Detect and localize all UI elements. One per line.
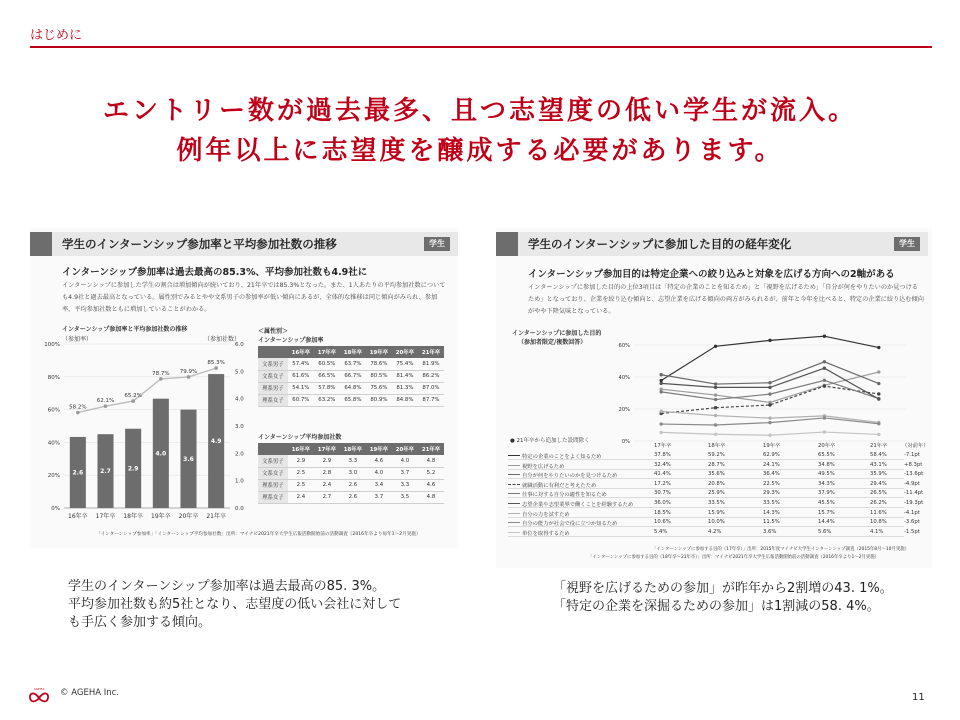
legend-label: 単位を取得するため (522, 530, 570, 537)
value-cell: 24.1% (763, 461, 780, 468)
series-point (768, 381, 771, 384)
left-panel-header (30, 232, 458, 256)
table-cell: 78.6% (366, 358, 392, 370)
series-point (714, 382, 717, 385)
participation-rate-chart (34, 330, 256, 530)
table-header-row (258, 443, 444, 455)
legend-label: 自分が何をやりたいのかを見つけるため (522, 473, 618, 480)
rate-label: 62.1% (96, 398, 115, 405)
table-row (258, 358, 444, 370)
table-row (258, 455, 444, 467)
table-header-cell: 18年卒 (340, 443, 366, 455)
table-cell: 3.7 (392, 467, 418, 479)
table-cell: 2.5 (288, 479, 314, 491)
series-point (823, 416, 826, 419)
right-chart-title: インターンシップに参加した目的 (512, 330, 602, 337)
table2-title: インターンシップ平均参加社数 (258, 434, 342, 441)
y-right-tick-label: 3.0 (235, 424, 244, 430)
rate-label: 58.2% (69, 404, 87, 411)
value-cell: 34.3% (818, 480, 835, 487)
table-cell: 65.8% (340, 394, 366, 406)
series-point (877, 346, 880, 349)
value-cell: 28.7% (708, 461, 725, 468)
purpose-table-header (508, 440, 929, 449)
series-point (823, 384, 826, 387)
value-cell: 37.9% (818, 490, 835, 497)
y-right-tick-label: 4.0 (235, 396, 244, 403)
diff-cell: +8.3pt (904, 461, 923, 468)
table-header-cell (258, 443, 288, 455)
table-header-cell: 17年卒 (314, 443, 340, 455)
legend-swatch (508, 532, 520, 533)
table-header-cell: 18年卒 (340, 346, 366, 358)
value-cell: 20.8% (708, 480, 725, 487)
series-point (768, 421, 771, 424)
diff-cell: -4.9pt (904, 480, 920, 487)
table-cell: 2.7 (314, 491, 340, 503)
value-cell: 37.8% (654, 452, 671, 458)
y-tick-label: 40% (618, 375, 630, 381)
series-point (714, 345, 717, 348)
headline-line2: 例年以上に志望度を醸成する必要があります。 (176, 136, 784, 166)
diff-cell: -7.1pt (904, 452, 920, 458)
table-cell: 2.4 (314, 479, 340, 491)
y-right-tick-label: 6.0 (235, 342, 244, 348)
series-point (660, 390, 663, 393)
left-caption-line: も手広く参加する傾向。 (68, 615, 212, 630)
value-cell: 29.4% (870, 480, 887, 487)
series-point (714, 393, 717, 396)
copyright: © AGEHA Inc. (60, 688, 120, 698)
table-header-cell: 16年卒 (288, 346, 314, 358)
series-line (661, 386, 879, 413)
legend-label: 就職活動に有利だと考えたため (522, 482, 597, 489)
value-cell: 10.0% (708, 519, 725, 526)
table-cell: 2.9 (314, 455, 340, 467)
table-cell: 81.3% (392, 382, 418, 394)
table-cell: 4.8 (418, 455, 444, 467)
svg-text:AGEHA: AGEHA (33, 687, 45, 691)
table-cell: 文系男子 (258, 455, 288, 467)
purpose-row (508, 489, 924, 499)
series-point (714, 406, 717, 409)
y-tick-label: 60% (618, 343, 630, 349)
series-point (768, 403, 771, 406)
table-cell: 2.4 (288, 491, 314, 503)
table-cell: 57.8% (314, 382, 340, 394)
rate-point (159, 377, 163, 381)
value-cell: 3.6% (763, 528, 777, 535)
series-point (877, 397, 880, 400)
rate-label: 78.7% (152, 370, 170, 377)
series-line (661, 336, 879, 380)
table-cell: 3.5 (392, 491, 418, 503)
left-chart-ylabel-right: （参加社数） (204, 336, 241, 343)
y-right-tick-label: 2.0 (235, 451, 244, 458)
table-cell: 61.6% (288, 370, 314, 382)
table-cell: 4.6 (418, 479, 444, 491)
purpose-row (508, 480, 920, 489)
column-header: 18年卒 (708, 443, 726, 449)
left-chart-ylabel: （参加率） (62, 336, 93, 343)
table-row (258, 394, 444, 406)
table-row (258, 491, 444, 503)
section-title: はじめに (30, 28, 83, 43)
value-cell: 29.3% (763, 490, 780, 497)
value-cell: 4.1% (870, 528, 884, 535)
diff-cell: -11.4pt (904, 490, 924, 497)
y-tick-label: 0% (51, 506, 60, 512)
value-cell: 26.2% (870, 500, 887, 506)
purpose-row (508, 499, 924, 508)
rate-point (187, 375, 191, 379)
left-chart-title: インターンシップ参加率と平均参加社数の推移 (62, 326, 188, 333)
left-source: 「インターンシップ参加率」「インターンシップ平均参加社数」出所：マイナビ2021年卒大学生広報活動開始前の活動調査（2016年卒より毎年1〜2月実施） (96, 532, 421, 537)
series-point (877, 422, 880, 425)
table-cell: 80.5% (366, 370, 392, 382)
table-cell: 63.7% (340, 358, 366, 370)
avg-companies-table (258, 443, 444, 504)
legend-swatch (508, 522, 520, 523)
table-cell: 87.0% (418, 382, 444, 394)
value-cell: 41.4% (654, 471, 671, 478)
table-cell: 84.8% (392, 394, 418, 406)
table-cell: 3.4 (366, 479, 392, 491)
right-chart-note: ● 21年卒から追加した設問除く (510, 438, 590, 444)
bar-value-label: 2.6 (72, 469, 84, 477)
series-point (768, 339, 771, 342)
table-cell: 87.7% (418, 394, 444, 406)
table-cell: 60.7% (288, 394, 314, 406)
left-caption (68, 578, 401, 632)
legend-label: 仕事に対する自分の適性を知るため (522, 492, 607, 499)
value-cell: 11.6% (870, 509, 887, 516)
value-cell: 58.4% (870, 452, 887, 458)
table-cell: 3.7 (366, 491, 392, 503)
y-right-tick-label: 0.0 (235, 506, 244, 512)
rate-point (104, 404, 108, 408)
value-cell: 33.5% (708, 500, 725, 506)
series-point (714, 398, 717, 401)
diff-cell: -13.6pt (904, 471, 924, 478)
series-point (877, 433, 880, 436)
left-panel-title: 学生のインターンシップ参加率と平均参加社数の推移 (62, 237, 337, 251)
value-cell: 62.9% (763, 452, 780, 458)
value-cell: 65.5% (818, 452, 835, 458)
value-cell: 10.6% (654, 519, 671, 526)
table-cell: 理系女子 (258, 394, 288, 406)
value-cell: 49.5% (818, 471, 835, 478)
diff-cell: -4.1pt (904, 509, 920, 516)
series-point (660, 422, 663, 425)
value-cell: 34.8% (818, 461, 835, 468)
series-point (660, 382, 663, 385)
bar-value-label: 3.6 (183, 455, 194, 463)
legend-swatch (508, 493, 520, 494)
y-right-tick-label: 5.0 (235, 369, 244, 376)
table-cell: 3.3 (340, 455, 366, 467)
student-tag: 学生 (894, 237, 920, 251)
value-cell: 36.4% (763, 471, 780, 478)
y-right-tick-label: 1.0 (235, 478, 244, 485)
column-header: 20年卒 (818, 443, 836, 449)
value-cell: 26.5% (870, 490, 887, 497)
rate-label: 79.9% (179, 368, 198, 375)
bar-value-label: 4.9 (210, 438, 222, 446)
value-cell: 32.4% (654, 461, 671, 468)
diff-cell: -19.3pt (904, 500, 924, 506)
table-cell: 63.2% (314, 394, 340, 406)
left-description: インターンシップに参加した学生の割合は増加傾向が続いており、21年卒では85.3%となった。また、1人あたりの平均参加社数についても4.9社と過去最高となっている。属性別でみるとやや文系男子の参加率が低い傾向にあるが、全体的な推移は同じ傾向がみられ、参加率、平均参加社数ともに増加していることがわかる。 (62, 282, 446, 313)
value-cell: 10.8% (870, 519, 887, 526)
table-cell: 4.0 (366, 467, 392, 479)
series-point (714, 414, 717, 417)
table-cell: 81.9% (418, 358, 444, 370)
table-cell: 4.6 (366, 455, 392, 467)
series-point (823, 335, 826, 338)
student-tag: 学生 (424, 237, 450, 251)
table-row (258, 382, 444, 394)
rate-point (214, 366, 218, 370)
table-cell: 文系女子 (258, 467, 288, 479)
bar-value-label: 2.9 (127, 465, 139, 473)
y-tick-label: 80% (47, 374, 60, 381)
rate-label: 65.2% (124, 393, 142, 400)
value-cell: 59.2% (708, 452, 725, 458)
series-point (877, 370, 880, 373)
value-cell: 45.5% (818, 500, 835, 506)
series-point (877, 392, 880, 395)
table-cell: 理系女子 (258, 491, 288, 503)
legend-label: 自分の能力が社会で役に立つか知るため (522, 521, 618, 528)
table-header-cell: 16年卒 (288, 443, 314, 455)
value-cell: 33.5% (763, 500, 780, 506)
table-header-cell: 20年卒 (392, 346, 418, 358)
x-tick-label: 21年卒 (206, 513, 226, 520)
left-caption-line: 学生のインターンシップ参加率は過去最高の85. 3%。 (68, 579, 386, 594)
table-header-cell (258, 346, 288, 358)
table-cell: 86.2% (418, 370, 444, 382)
header-divider (30, 46, 932, 48)
rate-point (131, 399, 135, 403)
series-point (823, 367, 826, 370)
right-caption (553, 580, 893, 616)
series-point (768, 416, 771, 419)
legend-swatch (508, 455, 520, 456)
table-header-cell: 17年卒 (314, 346, 340, 358)
diff-header: （対前年） (902, 443, 929, 449)
series-point (660, 431, 663, 434)
y-tick-label: 20% (47, 473, 60, 480)
table-cell: 4.8 (418, 491, 444, 503)
right-source-2: 「インターンシップに参加する目的（18年卒〜21年卒）」出所：マイナビ2021年卒大学生広報活動開始前の活動調査（2016年卒より1〜2月実施） (588, 555, 880, 560)
series-point (714, 386, 717, 389)
series-point (714, 433, 717, 436)
x-tick-label: 18年卒 (123, 513, 143, 520)
column-header: 19年卒 (763, 443, 781, 449)
legend-swatch (508, 513, 520, 514)
table-row (258, 370, 444, 382)
purpose-row (508, 518, 920, 528)
table-cell: 理系男子 (258, 479, 288, 491)
right-caption-line: 「特定の企業を深掘るための参加」は1割減の58. 4%。 (553, 599, 880, 614)
legend-swatch (508, 465, 520, 466)
table-cell: 81.4% (392, 370, 418, 382)
series-point (768, 386, 771, 389)
table-header-cell: 21年卒 (418, 443, 444, 455)
value-cell: 22.5% (763, 480, 780, 487)
right-panel-title: 学生のインターンシップに参加した目的の経年変化 (528, 237, 792, 251)
participation-rate-table (258, 346, 444, 407)
value-cell: 5.6% (818, 528, 832, 535)
value-cell: 17.2% (654, 480, 671, 487)
table-cell: 54.1% (288, 382, 314, 394)
table-cell: 3.0 (340, 467, 366, 479)
right-source-1: 「インターンシップに参加する目的（17年卒）」出所：2015年度マイナビ大学生インターンシップ調査（2015年8月〜10月実施） (652, 547, 910, 552)
value-cell: 43.1% (870, 461, 887, 468)
column-header: 17年卒 (654, 443, 672, 449)
series-point (660, 410, 663, 413)
table-cell: 75.4% (392, 358, 418, 370)
ageha-logo (28, 685, 50, 705)
rate-label: 85.3% (207, 360, 225, 367)
table-cell: 60.5% (314, 358, 340, 370)
table-header-cell: 19年卒 (366, 443, 392, 455)
series-point (768, 434, 771, 437)
series-point (714, 423, 717, 426)
right-lead: インターンシップ参加目的は特定企業への絞り込みと対象を広げる方向への2軸がある (528, 269, 895, 280)
value-cell: 15.9% (708, 509, 725, 516)
y-tick-label: 0% (621, 439, 630, 445)
table-cell: 文系男子 (258, 358, 288, 370)
bar-value-label: 2.7 (100, 468, 111, 476)
table-cell: 理系男子 (258, 382, 288, 394)
table-cell: 80.9% (366, 394, 392, 406)
series-point (823, 360, 826, 363)
series-point (660, 373, 663, 376)
purpose-row (508, 451, 920, 460)
table-header-cell: 20年卒 (392, 443, 418, 455)
header-marker (496, 232, 518, 256)
x-tick-label: 17年卒 (95, 513, 116, 520)
table-cell: 2.8 (314, 467, 340, 479)
purpose-row (508, 461, 923, 470)
legend-swatch (508, 503, 520, 504)
legend-swatch (508, 474, 520, 475)
value-cell: 35.9% (870, 471, 887, 478)
table-cell: 2.9 (288, 455, 314, 467)
purpose-trend-chart (610, 325, 910, 450)
value-cell: 15.7% (818, 509, 835, 516)
table-row (258, 467, 444, 479)
table-cell: 3.3 (392, 479, 418, 491)
table-cell: 64.8% (340, 382, 366, 394)
table-cell: 66.5% (314, 370, 340, 382)
right-chart-subtitle: （参加者限定/複数回答） (518, 339, 587, 346)
value-cell: 14.3% (763, 509, 780, 516)
left-caption-line: 平均参加社数も約5社となり、志望度の低い会社に対して (68, 597, 402, 612)
table-cell: 文系女子 (258, 370, 288, 382)
page-number: 11 (912, 692, 925, 703)
purpose-row (508, 470, 924, 480)
legend-label: 自分の力を試すため (522, 511, 570, 518)
value-cell: 11.5% (763, 519, 780, 526)
value-cell: 36.0% (654, 500, 671, 506)
table-header-row (258, 346, 444, 358)
value-cell: 18.5% (654, 509, 671, 516)
legend-label: 視野を広げるため (522, 463, 565, 470)
table-cell: 2.6 (340, 491, 366, 503)
headline-line1: エントリー数が過去最多、且つ志望度の低い学生が流入。 (102, 96, 857, 126)
value-cell: 4.2% (708, 528, 722, 535)
x-tick-label: 16年卒 (68, 513, 88, 520)
value-cell: 30.7% (654, 490, 671, 497)
table-cell: 57.4% (288, 358, 314, 370)
y-tick-label: 20% (618, 407, 630, 413)
rate-point (76, 411, 80, 415)
table-cell: 75.6% (366, 382, 392, 394)
column-header: 21年卒 (870, 443, 888, 449)
legend-swatch (508, 484, 520, 485)
purpose-row (508, 528, 920, 537)
legend-label: 特定の企業のことをよく知るため (522, 454, 602, 460)
bar-value-label: 4.0 (155, 450, 167, 458)
left-lead: インターンシップ参加率は過去最高の85.3%、平均参加社数も4.9社に (62, 267, 368, 278)
table-cell: 2.6 (340, 479, 366, 491)
series-point (768, 392, 771, 395)
legend-label: 志望企業や志望業界で働くことを経験するため (522, 502, 634, 508)
header-marker (30, 232, 52, 256)
table-cell: 2.5 (288, 467, 314, 479)
y-tick-label: 100% (44, 342, 60, 348)
purpose-row (508, 509, 920, 518)
attr-title: ＜属性別＞ (258, 328, 289, 335)
diff-cell: -3.6pt (904, 519, 920, 526)
series-point (823, 430, 826, 433)
table-cell: 4.0 (392, 455, 418, 467)
y-tick-label: 60% (47, 407, 60, 414)
series-point (823, 379, 826, 382)
right-panel-header (496, 232, 928, 256)
value-cell: 14.4% (818, 519, 835, 526)
right-caption-line: 「視野を広げるための参加」が昨年から2割増の43. 1%。 (553, 581, 893, 596)
x-tick-label: 20年卒 (178, 513, 199, 520)
right-description: インターンシップに参加した目的の上位3項目は「特定の企業のことを知るため」と「視野を広げるため」「自分が何をやりたいのか見つけるため」となっており、企業を絞り込む傾向と、志望企業を広げる傾向の両方がみられるが、前年と今年を比べると、特定の企業に絞り込む傾向がやや下降気味となっている。 (528, 284, 924, 315)
table-header-cell: 19年卒 (366, 346, 392, 358)
table-row (258, 479, 444, 491)
x-tick-label: 19年卒 (151, 513, 171, 520)
value-cell: 25.9% (708, 490, 725, 497)
value-cell: 35.6% (708, 471, 725, 478)
table-cell: 5.2 (418, 467, 444, 479)
series-point (877, 382, 880, 385)
diff-cell: -1.5pt (904, 528, 920, 535)
y-tick-label: 40% (47, 440, 60, 447)
table-cell: 66.7% (340, 370, 366, 382)
table1-title: インターンシップ参加率 (258, 337, 324, 344)
table-header-cell: 21年卒 (418, 346, 444, 358)
value-cell: 5.4% (654, 528, 668, 535)
